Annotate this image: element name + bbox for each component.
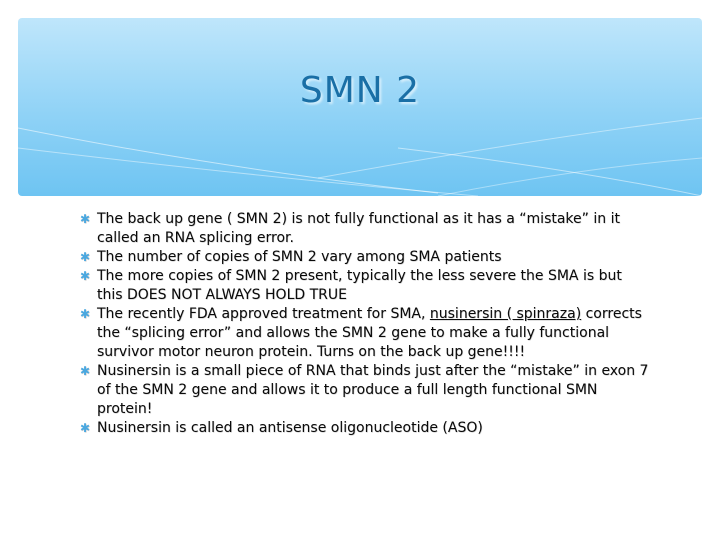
bullet-item	[80, 248, 650, 267]
bullet-item	[80, 362, 650, 419]
bullet-text: Nusinersin is called an antisense oligonucleotide (ASO)	[97, 420, 483, 436]
bullet-text: The more copies of SMN 2 present, typically the less severe the SMA is but this DOES NOT ALWAYS HOLD TRUE	[97, 268, 622, 303]
asterisk-icon: ✱	[80, 421, 91, 435]
title-panel	[18, 18, 702, 196]
bullet-text: corrects the “splicing error” and allows the SMN 2 gene to make a fully functional survivor motor neuron protein. Turns on the back up gene!!!!	[97, 306, 642, 360]
bullet-item	[80, 210, 650, 248]
asterisk-icon: ✱	[80, 250, 91, 264]
slide-title: SMN 2	[299, 70, 421, 111]
bullet-list	[80, 210, 650, 438]
bullet-text-underlined: nusinersin ( spinraza)	[429, 306, 582, 322]
bullet-text: The number of copies of SMN 2 vary among SMA patients	[97, 249, 502, 265]
bullet-item	[80, 419, 650, 438]
bullet-text: The back up gene ( SMN 2) is not fully functional as it has a “mistake” in it called an RNA splicing error.	[97, 211, 620, 246]
asterisk-icon: ✱	[80, 364, 91, 378]
bullet-item	[80, 305, 650, 362]
asterisk-icon: ✱	[80, 212, 91, 226]
asterisk-icon: ✱	[80, 307, 91, 321]
asterisk-icon: ✱	[80, 269, 91, 283]
bullet-item	[80, 267, 650, 305]
bullet-text: Nusinersin is a small piece of RNA that binds just after the “mistake” in exon 7 of the SMN 2 gene and allows it to produce a full length functional SMN protein!	[97, 363, 649, 417]
bullet-text: The recently FDA approved treatment for SMA,	[97, 306, 430, 322]
